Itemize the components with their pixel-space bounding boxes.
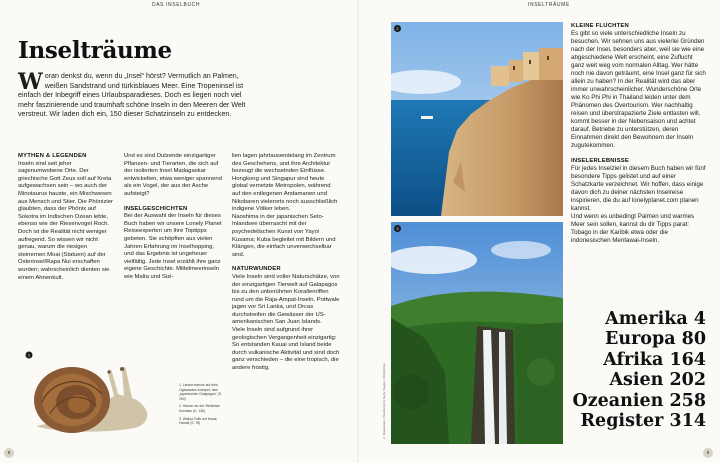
page-number-left: 8 xyxy=(4,448,14,458)
index-entry-europa: Europa 80 xyxy=(605,329,706,350)
col3-text2: Hongkong und Singapur sind heute global vernetzte Metropolen, während auf den entlegenen Andamanen und Nikobaren vielerorts noch ausschließlich indigene Völker leben. xyxy=(232,175,338,213)
right-text2: Für jedes Inselziel in diesem Buch haben wir fünf besondere Tipps gelistet und auf einer Schatzkarte verzeichnet. Wir hoffen, dass einige davon dich zu deiner nächsten Inselreise inspirieren, die du auf lonelyplanet.com planen kannst. xyxy=(571,165,706,212)
image-captions xyxy=(179,383,227,426)
right-text1: Es gibt so viele unterschiedliche Inseln zu besuchen. Wir sehnen uns aus vielerlei Gründen nach der Insel, besonders aber, weil sie wie eine abgeschiedene Welt erscheint, eine Zuflucht ganz weit weg vom normalen Alltag. Wer hätte noch nie davon geträumt, eine Insel ganz für sich allein zu haben? In der Realität wird das aber immer unwahrscheinlicher. Wunderschöne Orte wie Ko Phi Phi in Thailand leiden unter dem Phänomen des Overtourism. Wer nachhaltig reisen und überstrapazierte Ziele entlasten will, kommt besser in der Nebensaison und achtet darauf, Betriebe zu unterstützen, deren Einnahmen direkt den Bewohnern der Inseln zugutekommen. xyxy=(571,30,706,149)
heading-naturwunder: NATURWUNDER xyxy=(232,266,281,273)
col3-text1: lien lagen jahrtausendelang im Zentrum des Geschehens, und ihre Architektur bezeugt die wechselnden Einflüsse. xyxy=(232,153,336,175)
col3-text5: Viele Inseln sind aufgrund ihrer geologischen Vergangenheit einzigartig: So entstanden Kauai und Island beide durch vulkanische Aktivität und sind doch ganz verschieden – die eine tropisch, die andere frostig. xyxy=(232,327,340,372)
index-entry-asien: Asien 202 xyxy=(609,370,706,391)
caption-3: 3. Wailua Falls auf Kauai, Hawaii (S. 78) xyxy=(179,416,218,426)
index-entry-afrika: Afrika 164 xyxy=(603,349,706,370)
drop-cap: W xyxy=(18,69,43,95)
index-entry-register: Register 314 xyxy=(580,411,706,432)
index-entry-amerika: Amerika 4 xyxy=(605,309,706,329)
caption-2: 2. Häuser an der Steilküste Korsikas (S. 136) xyxy=(179,404,220,413)
caption-1: 1. Landschnecke auf dem Ogasawara-Archipel, dem „japanischen Galapagos“ (S. 250) xyxy=(179,383,222,401)
right-text3: Und wenn es unbedingt Palmen und warmes Meer sein sollen, kannst du dir Tipps parat: Tobago in der Karibik etwa oder die indonesischen Mentawai-Inseln. xyxy=(571,213,695,244)
running-head-right: INSELTRÄUME xyxy=(528,2,570,8)
photo-badge-2: 2 xyxy=(394,25,401,32)
col1-text: Inseln sind seit jeher sagenumwobene Orte. Der griechische Gott Zeus soll auf Kreta aufgewachsen sein – wo auch der Minotaurus hauste, ein Mischwesen aus Mensch und Stier. Die Phönizier glaubten, dass der Phönix auf Sokotra im Indischen Ozean lebte, ebenso wie der Riesenvogel Roch. Doch ist die Realität nicht weniger aufregend. So wissen wir nicht genau, warum die riesigen steinernen Moai (Statuen) auf der Osterinsel/Rapa Nui erschaffen wurden; wahrscheinlich dienten sie einem Ahnenkult. xyxy=(18,160,113,281)
column-1 xyxy=(18,153,116,282)
heading-kleine-fluchten: KLEINE FLUCHTEN xyxy=(571,23,629,29)
page-title: Inselträume xyxy=(18,37,172,64)
column-2 xyxy=(124,153,222,282)
page-number-right: 9 xyxy=(703,448,713,458)
heading-inselgeschichten: INSELGESCHICHTEN xyxy=(124,205,188,212)
col3-text4: Viele Inseln sind voller Naturschätze, von der einzigartigen Tierwelt auf Galapagos bis zu den unberührten Korallenriffen rund um die Raja-Ampat-Inseln. Pottwale jagen vor Sri Lanka, und Orcas durchstreifen die Gewässer der US-amerikanischen San Juan Islands. xyxy=(232,273,340,326)
index-entry-ozeanien: Ozeanien 258 xyxy=(572,390,706,411)
col3-text3: Naoshima in der japanischen Seto-Inlandsee überrascht mit der psychedelischen Kunst von Yayoi Kusama; Kuba begleitet mit Bildern und Klängen, die einfach unverwechselbar sind. xyxy=(232,213,336,258)
heading-mythen: MYTHEN & LEGENDEN xyxy=(18,153,87,159)
col2-text2: Bei der Auswahl der Inseln für dieses Buch haben wir unsere Lonely Planet Reiseexperten um ihre Toptipps gebeten. Sie schöpften aus vielen Jahren Erfahrung im Inselhopping, und das Ergebnis ist ungeheuer vielfältig. Jede Insel erzählt ihre ganz eigene Geschichte. Mittelmeerinseln wie Malta und Sizi- xyxy=(124,213,222,280)
lead-paragraph xyxy=(18,69,246,120)
running-head-left: DAS INSELBUCH xyxy=(152,2,201,8)
photo-corsica-cliffs xyxy=(391,22,563,216)
column-3 xyxy=(232,153,340,373)
snail-badge: 1 xyxy=(27,352,31,358)
heading-inselerlebnisse: INSELERLEBNISSE xyxy=(571,158,629,164)
snail-illustration xyxy=(22,348,162,440)
photo-wailua-falls xyxy=(391,222,563,444)
lead-text: oran denkst du, wenn du „Insel“ hörst? Vermutlich an Palmen, weißen Sandstrand und türkisblaues Meer. Eine Tropeninsel ist einfach der Inbegriff eines Urlaubsparadieses. Doch es liegen noch viel mehr faszinierende und traumhaft schöne Inseln in den Meeren der Welt verstreut. Wir laden dich ein, 150 dieser Schatzinseln zu entdecken. xyxy=(18,72,246,119)
photo-credit: © Ogasawara / Shutterstock; Getty Images / iStockphoto xyxy=(382,362,386,440)
photo-badge-3: 3 xyxy=(394,225,401,232)
col2-text1: Und es sind Dutzende einzigartiger Pflanzen- und Tierarten, die sich auf der isolierten Insel Madagaskar entwickelten, etwa weniger spannend als ein Vogel, der aus der Asche aufsteigt? xyxy=(124,153,222,197)
continent-index xyxy=(572,309,706,431)
right-column xyxy=(571,22,707,245)
